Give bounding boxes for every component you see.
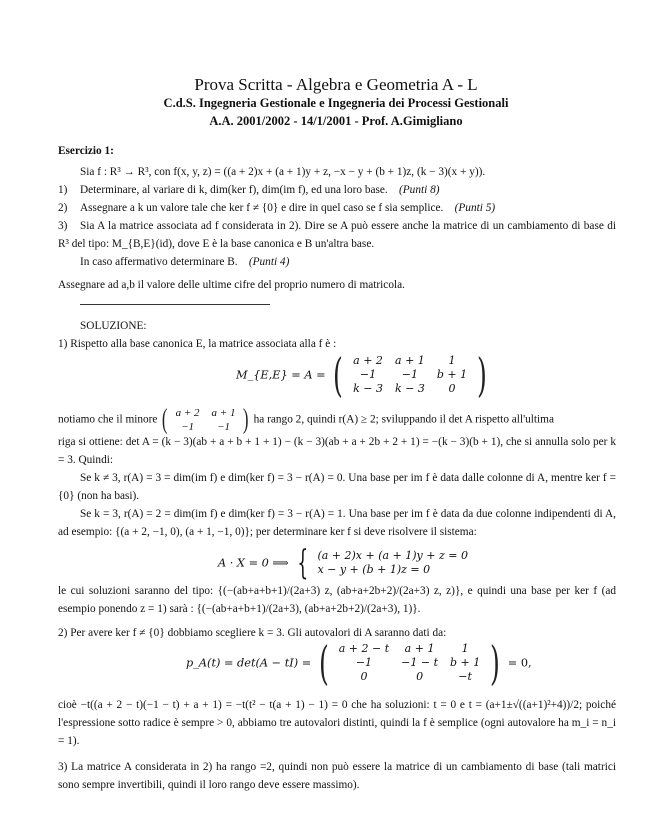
minor-matrix: ( a + 2 a + 1 −1 −1 ) xyxy=(162,404,249,435)
q3-points: (Punti 4) xyxy=(248,256,290,268)
solution-p5: le cui soluzioni saranno del tipo: {(−(ab+a+b+1)/(2a+3) z, (ab+a+2b+2)/(2a+3) z, z)}, e quindi una base per ker f (ad esempio ponendo z = 1) sarà : {(−(ab+a+b+1)/(2a+3), (ab+a+2b+2)/(2a+3), 1)}. xyxy=(58,585,616,615)
q2-text: Assegnare a k un valore tale che ker f ≠ {0} e dire in quel caso se f sia semplice. xyxy=(80,202,444,214)
matrix-A: ( a + 2 a + 1 1 −1 −1 b + 1 k − 3 k − 3 0 ) xyxy=(333,348,488,402)
matrix-A-display xyxy=(236,348,491,402)
matrix-B-table: a + 2 − t a + 1 1 −1 −1 − t b + 1 0 0 −t xyxy=(338,642,481,683)
page-title: Prova Scritta - Algebra e Geometria A - L xyxy=(194,75,478,94)
q1-points: (Punti 8) xyxy=(399,184,440,196)
solution-p6: 2) Per avere ker f ≠ {0} dobbiamo scegliere k = 3. Gli autovalori di A saranno dati da: xyxy=(58,627,447,639)
solution-p2-body: riga si ottiene: det A = (k − 3)(ab + a + b + 1 + 1) − (k − 3)(ab + a + 2b + 2 + 1) = −(k − 3)(b + 1), che si annulla solo per k = 3. Quindi: xyxy=(58,436,616,466)
q2-number: 2) xyxy=(58,202,68,214)
exercise-intro: Sia f : R³ → R³, con f(x, y, z) = ((a + 2)x + (a + 1)y + z, −x − y + (b + 1)z, (k − 3)(x + y)). xyxy=(80,166,486,178)
system-label: A · X = 0 ⟹ xyxy=(218,556,289,570)
assignment-note: Assegnare ad a,b il valore delle ultime cifre del proprio numero di matricola. xyxy=(58,279,405,291)
q2-points: (Punti 5) xyxy=(454,202,496,214)
question-3 xyxy=(58,217,616,253)
q1-text: Determinare, al variare di k, dim(ker f), dim(im f), ed una loro base. xyxy=(80,184,388,196)
q1-number: 1) xyxy=(58,184,68,196)
course-line: C.d.S. Ingegneria Gestionale e Ingegneria dei Processi Gestionali xyxy=(163,96,509,110)
solution-p4: Se k = 3, r(A) = 2 = dim(im f) e dim(ker f) = 3 − r(A) = 1. Una base per im f è data da due colonne indipendenti di A, ad esempio: {(a + 2, −1, 0), (a + 1, −1, 0)}; per determinare ker f si deve risolvere il sistema: xyxy=(58,508,616,538)
question-3-continued xyxy=(58,253,616,271)
q3-number: 3) xyxy=(58,220,68,232)
solution-p2-line1: notiamo che il minore ( a + 2 a + 1 −1 −1 ) ha rango 2, quindi r(A) ≥ 2; sviluppando il det A rispetto all'ultima xyxy=(58,404,554,435)
matrix-B: ( a + 2 − t a + 1 1 −1 −1 − t b + 1 0 0 −t ) xyxy=(318,636,501,690)
minor-table: a + 2 a + 1 −1 −1 xyxy=(175,407,236,433)
solution-p8: 3) La matrice A considerata in 2) ha rango =2, quindi non può essere la matrice di un cambiamento di base (tali matrici sono sempre invertibili, quindi il loro rango deve essere massimo). xyxy=(58,761,616,791)
matrix-A-table: a + 2 a + 1 1 −1 −1 b + 1 k − 3 k − 3 0 xyxy=(353,354,468,395)
solution-p1: 1) Rispetto alla base canonica E, la matrice associata alla f è : xyxy=(58,338,337,350)
char-poly-end: = 0, xyxy=(507,656,532,670)
solution-heading: SOLUZIONE: xyxy=(80,320,147,332)
char-poly-label: p_A(t) = det(A − tI) = xyxy=(186,656,312,670)
separator-rule xyxy=(80,304,270,305)
q3-cont-text: In caso affermativo determinare B. xyxy=(80,256,238,268)
exercise-heading: Esercizio 1: xyxy=(58,145,114,157)
matrix-A-label: M_{E,E} = A = xyxy=(236,368,326,382)
q3-text: Sia A la matrice associata ad f considerata in 2). Dire se A può essere anche la matrice di un cambiamento di base di R³ del tipo: M_{B,E}(id), dove E è la base canonica e B un'altra base. xyxy=(58,220,616,250)
question-1 xyxy=(58,181,616,199)
solution-p7: cioè −t((a + 2 − t)(−1 − t) + a + 1) = −t(t² − t(a + 1) − 1) = 0 che ha soluzioni: t = 0 e t = (a+1±√((a+1)²+4))/2; poiché l'espressione sotto radice è sempre > 0, abbiamo tre autovalori distinti, quindi la f è semplice (ogni autovalore ha m_i = n_i = 1). xyxy=(58,699,616,747)
question-2 xyxy=(58,199,616,217)
system-display: A · X = 0 ⟹ { (a + 2)x + (a + 1)y + z = 0 x − y + (b + 1)z = 0 xyxy=(218,543,468,583)
exam-info-line: A.A. 2001/2002 - 14/1/2001 - Prof. A.Gimigliano xyxy=(209,114,463,128)
char-poly-display xyxy=(186,636,532,690)
solution-p3: Se k ≠ 3, r(A) = 3 = dim(im f) e dim(ker f) = 3 − r(A) = 0. Una base per im f è data dalle colonne di A, mentre ker f = {0} (non ha basi). xyxy=(58,472,616,502)
system-equations: (a + 2)x + (a + 1)y + z = 0 x − y + (b + 1)z = 0 xyxy=(317,549,468,576)
